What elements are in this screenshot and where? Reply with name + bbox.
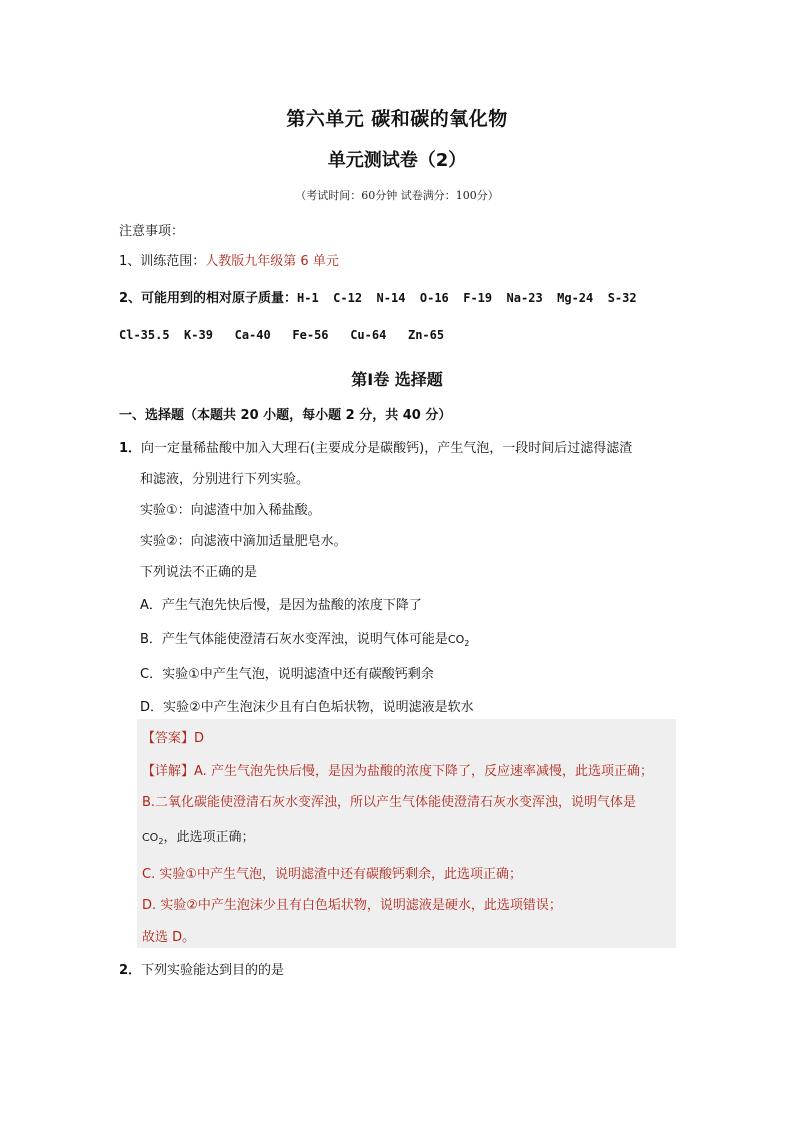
co2-formula: $CO_2$	[447, 633, 470, 649]
training-scope: 人教版九年级第 6 单元	[205, 254, 339, 269]
notes-item-2	[119, 287, 637, 306]
atomic-masses-line-1: H-1 C-12 N-14 O-16 F-19 Na-23 Mg-24 S-32	[297, 291, 637, 305]
question-1-prompt: 下列说法不正确的是	[140, 565, 258, 580]
page-subtitle: 单元测试卷（2）	[327, 150, 467, 171]
section-heading: 一、选择题（本题共 20 小题，每小题 2 分，共 40 分）	[119, 408, 452, 423]
atomic-masses-line-2: Cl-35.5 K-39 Ca-40 Fe-56 Cu-64 Zn-65	[119, 328, 445, 342]
question-2-number: 2．	[119, 963, 142, 978]
exam-info: （考试时间：60分钟 试卷满分：100分）	[295, 189, 499, 202]
question-1-option-a: A．产生气泡先快后慢，是因为盐酸的浓度下降了	[140, 598, 422, 613]
question-1-option-c: C．实验①中产生气泡，说明滤渣中还有碳酸钙剩余	[140, 667, 434, 682]
question-1-stem-line-1: 1．向一定量稀盐酸中加入大理石(主要成分是碳酸钙)，产生气泡，一段时间后过滤得滤渣	[119, 441, 633, 456]
page-title: 第六单元 碳和碳的氧化物	[286, 108, 508, 130]
answer-label: 【答案】D	[142, 731, 205, 746]
detail-line-c: C. 实验①中产生气泡，说明滤渣中还有碳酸钙剩余，此选项正确；	[142, 867, 522, 882]
question-1-stem-line-2: 和滤液，分别进行下列实验。	[140, 472, 310, 487]
notes-item-1	[119, 250, 339, 269]
question-1-experiment-2: 实验②：向滤液中滴加适量肥皂水。	[140, 534, 347, 549]
question-1-option-b: B．产生气体能使澄清石灰水变浑浊，说明气体可能是$CO_2$	[140, 632, 470, 649]
detail-label: 【详解】	[142, 764, 195, 779]
notes-item-1-prefix: 1、训练范围：	[119, 254, 206, 269]
question-1-number: 1．	[119, 441, 142, 456]
question-1-option-d: D．实验②中产生泡沫少且有白色垢状物，说明滤液是软水	[140, 700, 474, 715]
question-2-stem: 2．下列实验能达到目的的是	[119, 963, 285, 978]
co2-formula: $CO_2$	[142, 831, 164, 847]
detail-line-b2: $CO_2$，此选项正确；	[142, 830, 255, 847]
detail-line-a: 【详解】A. 产生气泡先快后慢，是因为盐酸的浓度下降了，反应速率减慢，此选项正确；	[142, 764, 653, 779]
answer-conclusion: 故选 D。	[142, 930, 196, 945]
detail-line-b: B.二氧化碳能使澄清石灰水变浑浊，所以产生气体能使澄清石灰水变浑浊，说明气体是	[142, 795, 637, 810]
detail-line-d: D. 实验②中产生泡沫少且有白色垢状物，说明滤液是硬水，此选项错误；	[142, 898, 562, 913]
question-1-experiment-1: 实验①：向滤渣中加入稀盐酸。	[140, 503, 321, 518]
notes-item-2-prefix: 2、可能用到的相对原子质量：	[119, 291, 298, 306]
section-title: 第Ⅰ卷 选择题	[351, 370, 443, 389]
notes-heading: 注意事项：	[119, 224, 185, 239]
